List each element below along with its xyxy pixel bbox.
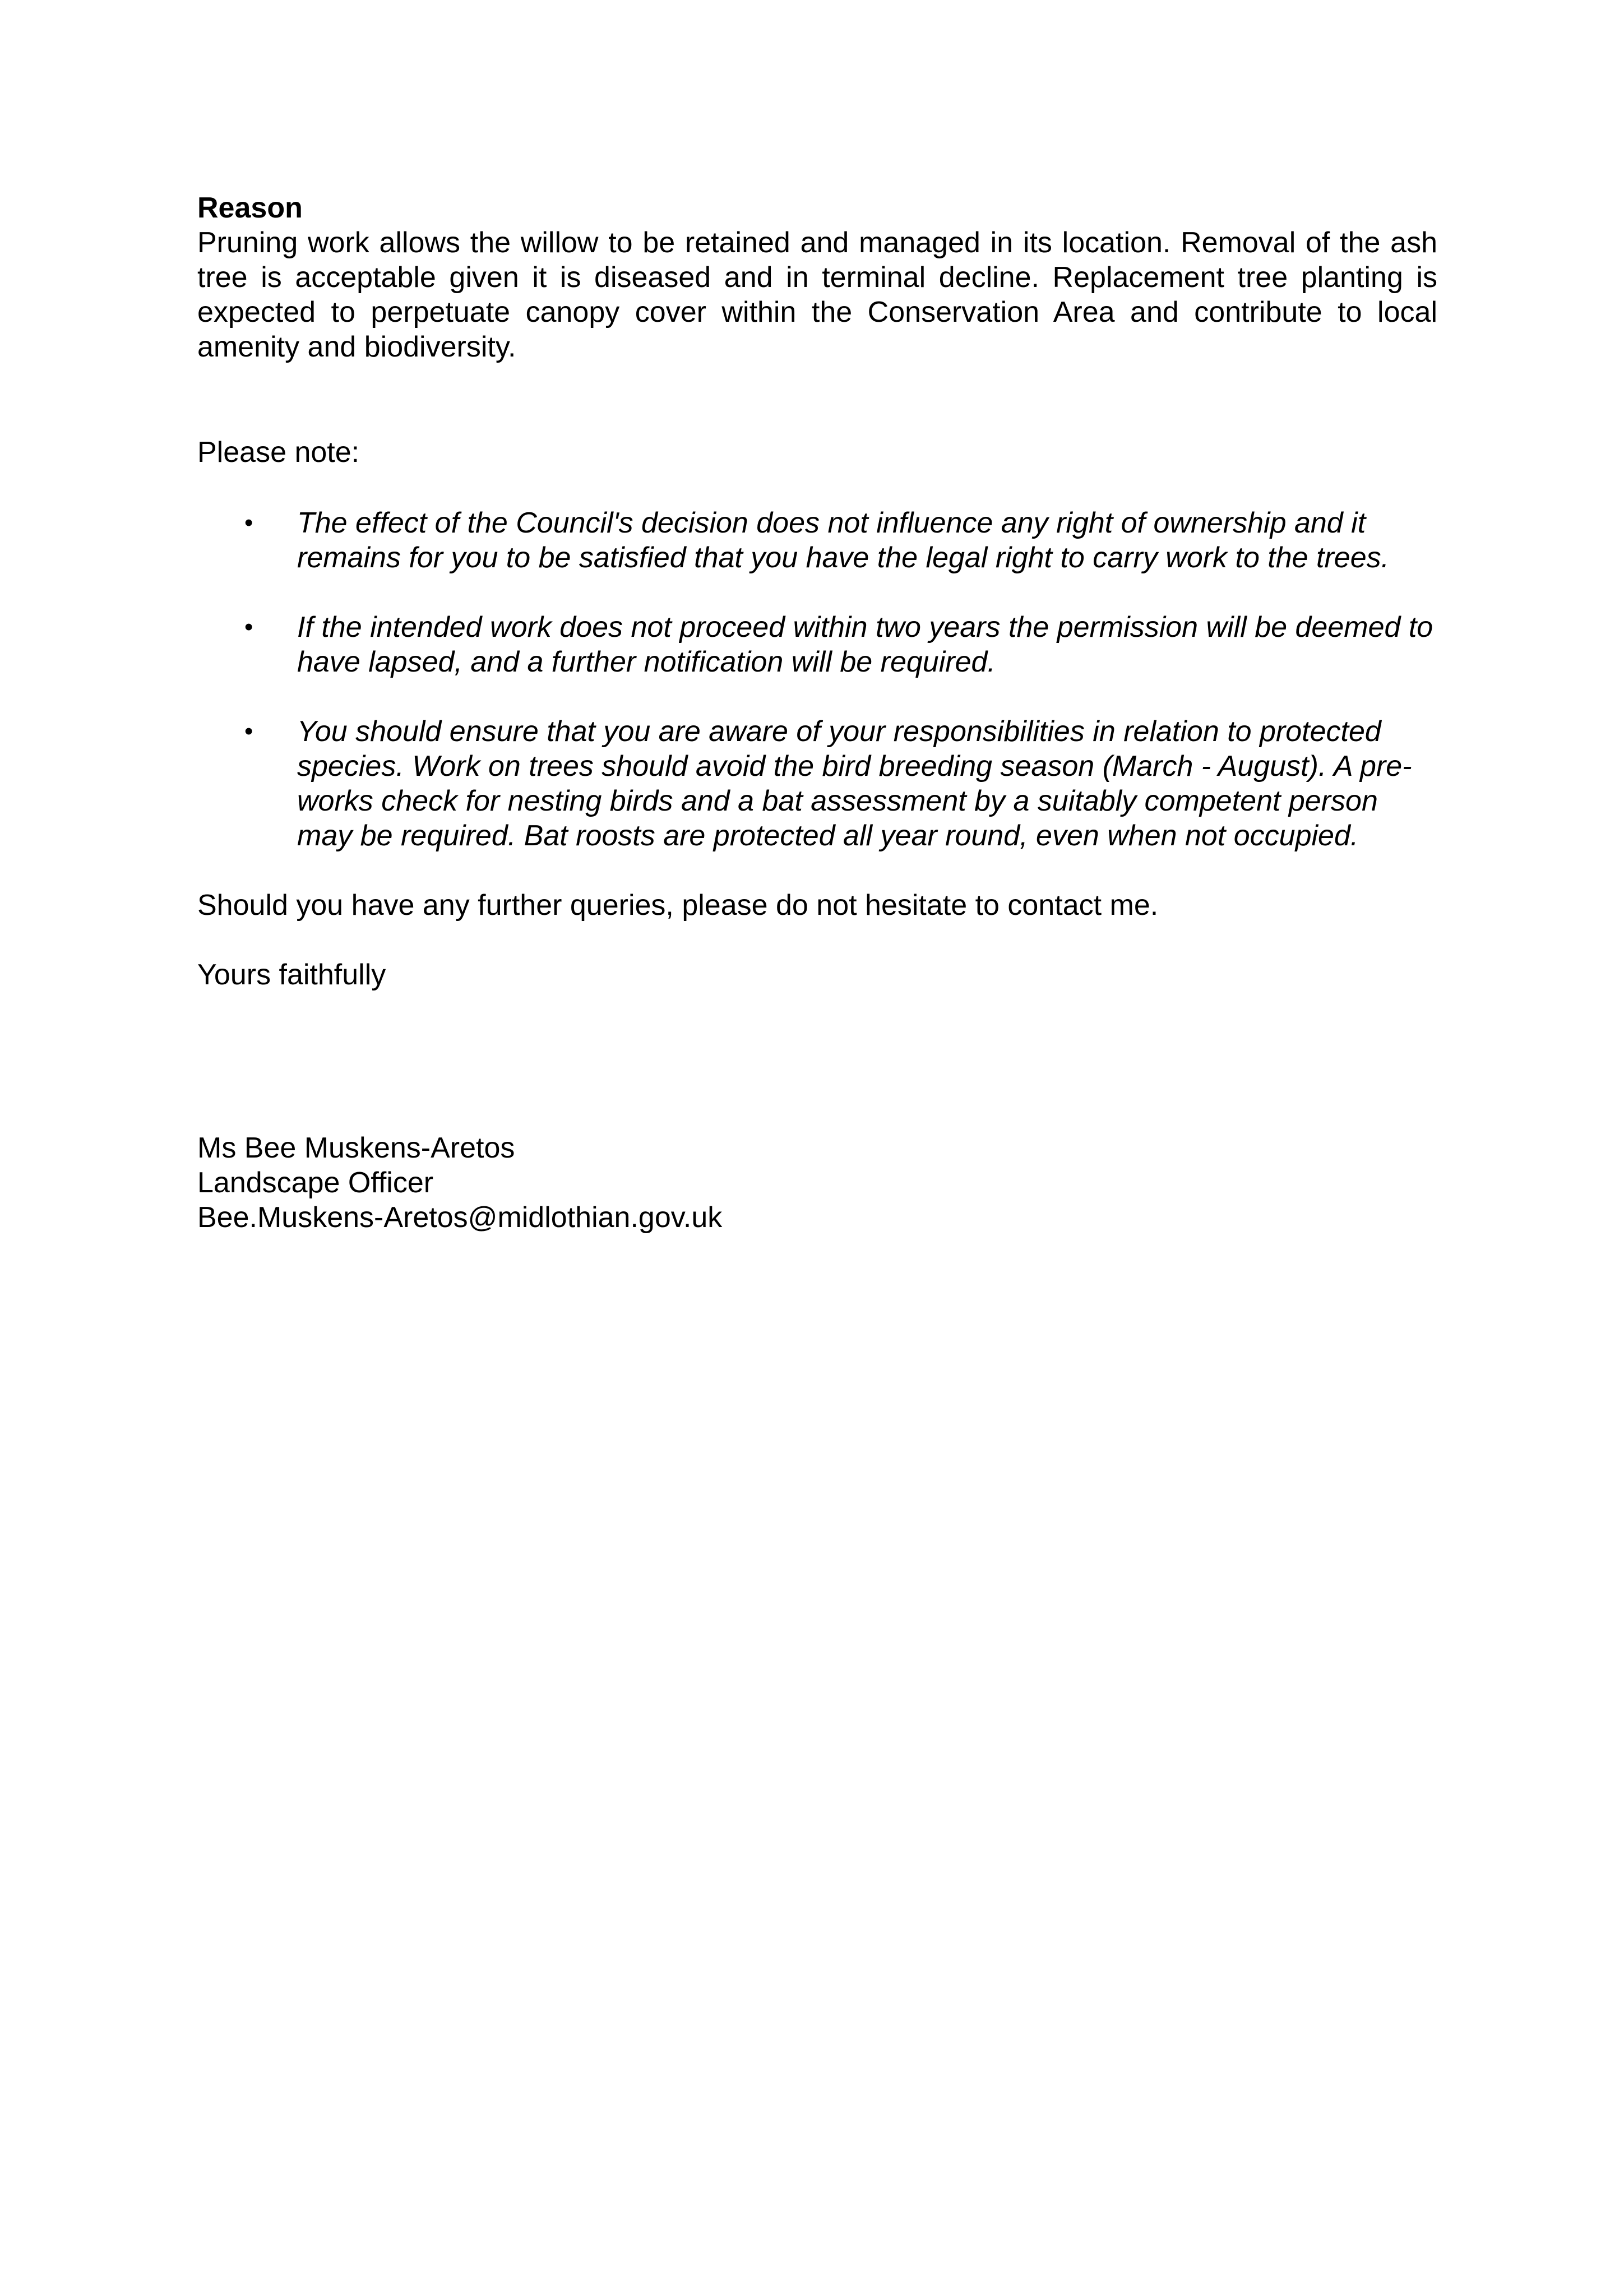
- signatory-title: Landscape Officer: [197, 1166, 434, 1199]
- letter-content: [197, 191, 1437, 1235]
- signatory-email: Bee.Muskens-Aretos@midlothian.gov.uk: [197, 1201, 723, 1234]
- note-text: The effect of the Council's decision does not influence any right of ownership and it remains for you to be satisfied that you have the legal right to carry work to the trees.: [297, 507, 1390, 574]
- signature-block: [197, 1131, 1437, 1235]
- notes-list: [197, 506, 1437, 853]
- note-item-protected-species: [197, 714, 1437, 853]
- bullet-icon: •: [244, 718, 253, 745]
- bullet-icon: •: [244, 509, 253, 536]
- reason-body: Pruning work allows the willow to be retained and managed in its location. Removal of the ash tree is acceptable given it is diseased and in terminal decline. Replacement tree planting is expected to perpetuate canopy cover within the Conservation Area and contribute to local amenity and biodiversity.: [197, 226, 1437, 363]
- queries-paragraph: Should you have any further queries, please do not hesitate to contact me.: [197, 889, 1159, 922]
- notes-intro: Please note:: [197, 436, 360, 469]
- note-item-ownership: [197, 506, 1437, 575]
- note-text: You should ensure that you are aware of your responsibilities in relation to protected species. Work on trees should avoid the bird breeding season (March - August). A pre-works check for nesting birds and a bat assessment by a suitably competent person may be required. Bat roosts are protected all year round, even when not occupied.: [297, 715, 1412, 852]
- signatory-name: Ms Bee Muskens-Aretos: [197, 1132, 515, 1164]
- note-item-lapse: [197, 610, 1437, 679]
- sign-off: Yours faithfully: [197, 959, 386, 991]
- reason-heading: Reason: [197, 192, 303, 224]
- note-text: If the intended work does not proceed within two years the permission will be deemed to have lapsed, and a further notification will be required.: [297, 611, 1433, 678]
- bullet-icon: •: [244, 613, 253, 641]
